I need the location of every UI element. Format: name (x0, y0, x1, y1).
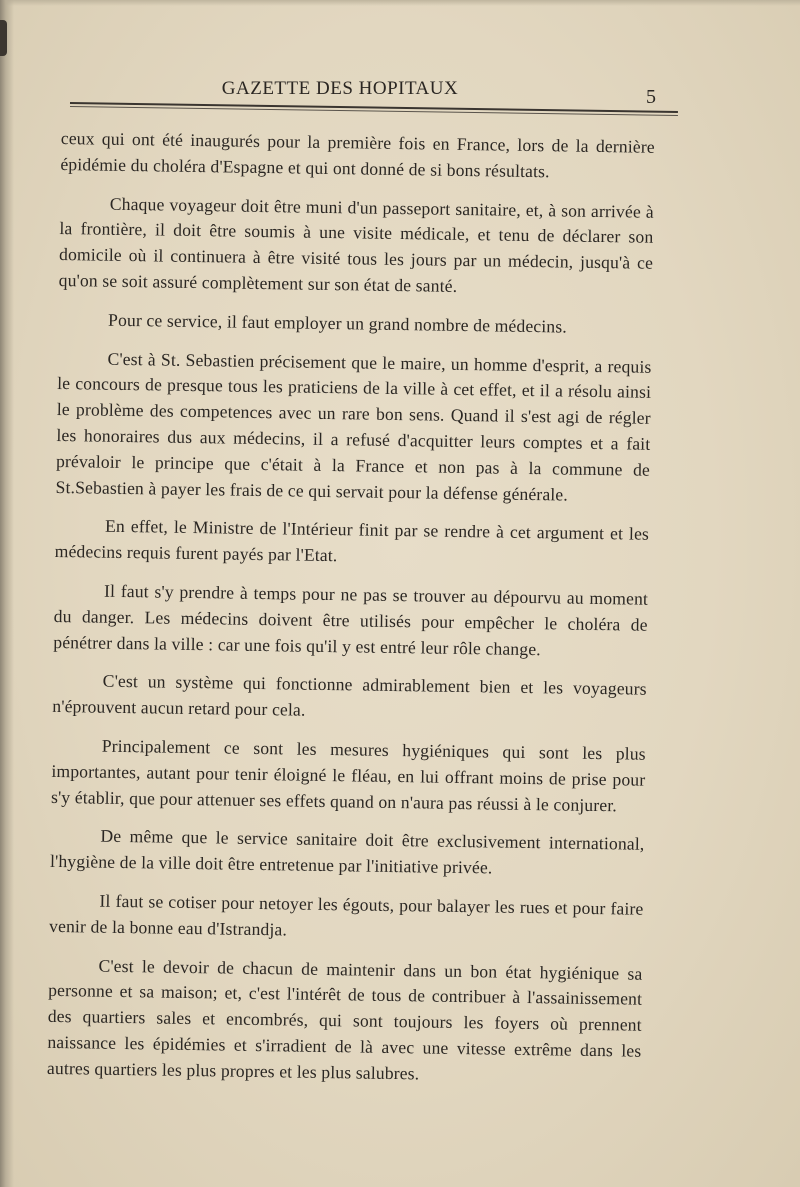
paragraph: Principalement ce sont les mesures hygiéniques qui sont les plus importantes, autant pour tenir éloigné le fléau, en lui offrant moins de prise pour s'y établir, que pour attenuer ses effets quand on n'aura pas réussi à le conjurer. (50, 735, 646, 815)
page-header (70, 78, 678, 122)
page-number: 5 (646, 86, 656, 108)
page-top-edge (0, 0, 800, 6)
article-body (47, 126, 655, 1103)
paragraph: Il faut s'y prendre à temps pour ne pas se trouver au dépourvu au moment du danger. Les médecins doivent être utilisés pour empêcher le choléra de pénétrer dans la ville : car une fois qu'il y est entré leur rôle change. (53, 580, 649, 659)
paragraph: En effet, le Ministre de l'Intérieur finit par se rendre à cet argument et les médecins requis furent payés par l'Etat. (54, 516, 650, 566)
paragraph: De même que le service sanitaire doit être exclusivement international, l'hygiène de la ville doit être entretenue par l'initiative privée. (49, 825, 645, 878)
binding-mark (0, 20, 7, 56)
binding-shadow (0, 0, 14, 1187)
paragraph: C'est le devoir de chacun de maintenir dans un bon état hygiénique sa personne et sa maison; et, c'est l'intérêt de tous de contribuer à l'assainissement des quartiers sales et encombrés, qui sont toujours les foyers où prennent naissance les épidémies et s'irradient de là avec une vitesse extrême dans les autres quartiers les plus propres et les plus salubres. (46, 955, 643, 1084)
paragraph: C'est un système qui fonctionne admirablement bien et les voyageurs n'éprouvent aucun retard pour cela. (52, 671, 647, 720)
paragraph: Chaque voyageur doit être muni d'un passeport sanitaire, et, à son arrivée à la frontière, il doit être soumis à une visite médicale, et tenu de déclarer son domicile où il continuera à être visité tous les jours par un médecin, jusqu'à ce qu'on se soit assuré complètement sur son état de santé. (58, 193, 654, 296)
paragraph: Il faut se cotiser pour netoyer les égouts, pour balayer les rues et pour faire venir de la bonne eau d'Istrandja. (48, 890, 644, 940)
paragraph-continuation: ceux qui ont été inaugurés pour la première fois en France, lors de la dernière épidémie du choléra d'Espagne et qui ont donné de si bons résultats. (60, 127, 655, 182)
paragraph: C'est à St. Sebastien précisement que le maire, un homme d'esprit, a requis le concours de presque tous les praticiens de la ville à cet effet, et il a résolu ainsi le problème des competences avec un rare bon sens. Quand il s'est agi de régler les honoraires dus aux médecins, il a refusé d'acquitter leurs comptes et a fait prévaloir le principe que c'était à la France et non pas à la commune de St.Sebastien à payer les frais de ce qui servait pour la défense générale. (55, 348, 652, 505)
running-title: GAZETTE DES HOPITAUX (221, 78, 459, 99)
paragraph: Pour ce service, il faut employer un grand nombre de médecins. (107, 309, 567, 337)
